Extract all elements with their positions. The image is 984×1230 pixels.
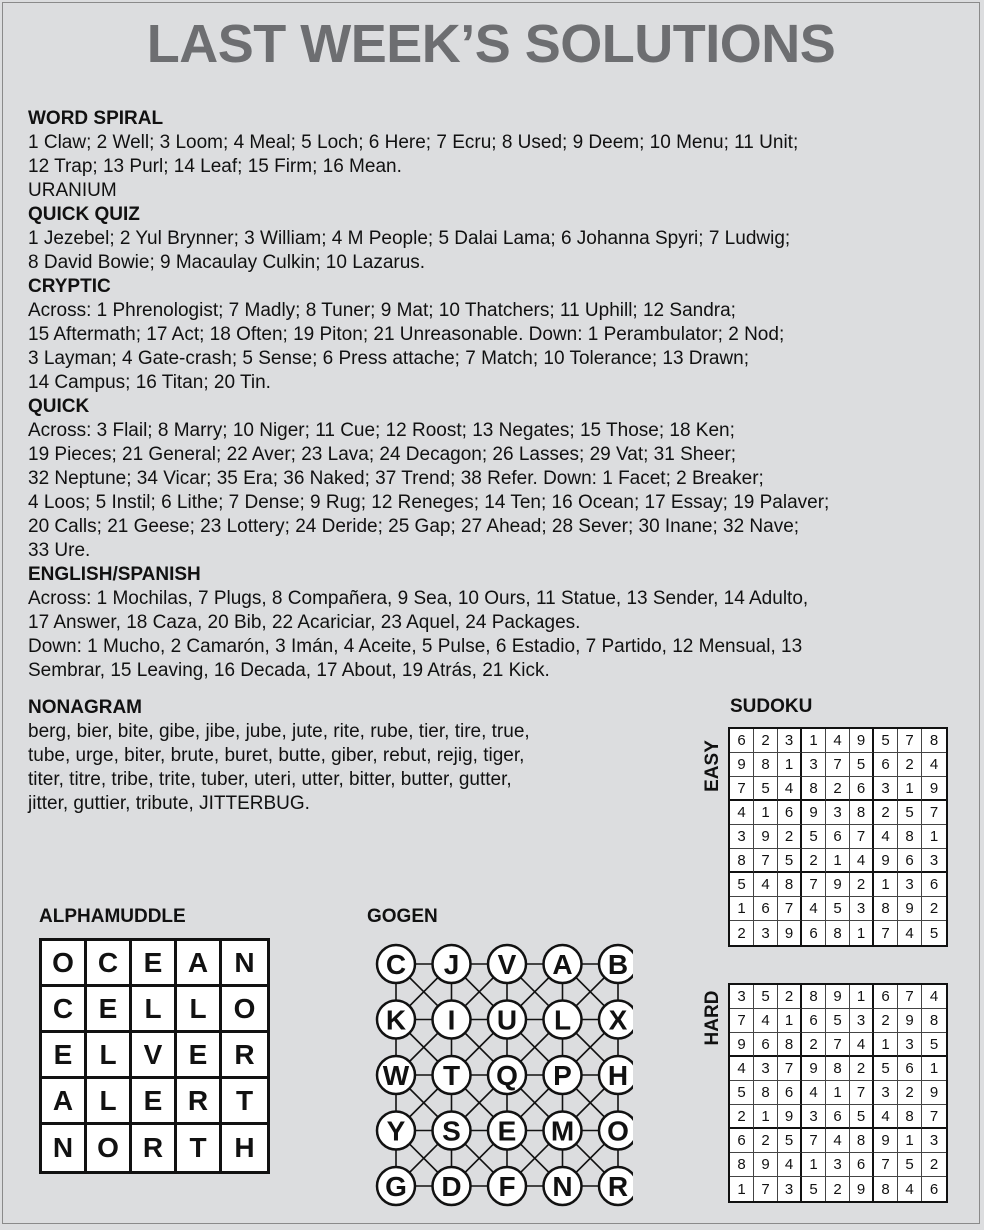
sudoku-cell: 7 <box>730 1009 754 1033</box>
sudoku-cell: 4 <box>850 849 874 873</box>
sudoku-cell: 4 <box>922 985 946 1009</box>
sudoku-cell: 9 <box>826 985 850 1009</box>
page-title: LAST WEEK’S SOLUTIONS <box>146 14 836 74</box>
gogen-letter: D <box>441 1171 462 1202</box>
gogen-letter: K <box>385 1004 407 1036</box>
alphamuddle-cell: E <box>87 987 132 1033</box>
alphamuddle-cell: A <box>42 1079 87 1125</box>
sudoku-cell: 2 <box>778 825 802 849</box>
sudoku-cell: 8 <box>802 777 826 801</box>
sudoku-cell: 7 <box>898 985 922 1009</box>
alphamuddle-cell: C <box>42 987 87 1033</box>
nonagram-line: titer, titre, tribe, trite, tuber, uteri, utter, bitter, butter, gutter, <box>28 769 512 790</box>
sudoku-cell: 1 <box>754 801 778 825</box>
alphamuddle-cell: H <box>234 1132 255 1163</box>
sudoku-cell: 3 <box>778 1177 802 1201</box>
sudoku-cell: 7 <box>802 1129 826 1153</box>
gogen-letter: B <box>607 949 629 980</box>
section-line: 4 Loos; 5 Instil; 6 Lithe; 7 Dense; 9 Rug; 12 Reneges; 14 Ten; 16 Ocean; 17 Essay; 19 Palaver; <box>28 492 830 513</box>
gogen-letter: E <box>497 1115 517 1147</box>
sudoku-cell: 4 <box>898 1177 922 1201</box>
alphamuddle-cell: E <box>42 1033 87 1079</box>
sudoku-cell: 5 <box>874 729 898 753</box>
sudoku-cell: 7 <box>922 801 946 825</box>
sudoku-cell: 3 <box>730 985 754 1009</box>
sudoku-cell: 1 <box>802 729 826 753</box>
sudoku-cell: 5 <box>826 897 850 921</box>
nonagram-section <box>28 696 668 816</box>
sudoku-cell: 4 <box>874 1105 898 1129</box>
sudoku-cell: 8 <box>730 849 754 873</box>
sudoku-cell: 2 <box>754 729 778 753</box>
alphamuddle-cell: E <box>132 1079 177 1125</box>
sudoku-cell: 6 <box>898 849 922 873</box>
section-heading: QUICK QUIZ <box>28 204 140 225</box>
sudoku-cell: 8 <box>898 1105 922 1129</box>
sudoku-cell: 1 <box>874 1033 898 1057</box>
sudoku-cell: 3 <box>874 777 898 801</box>
section-line: 1 Claw; 2 Well; 3 Loom; 4 Meal; 5 Loch; 6 Here; 7 Ecru; 8 Used; 9 Deem; 10 Menu; 11 Unit; <box>28 132 799 153</box>
sudoku-cell: 4 <box>922 753 946 777</box>
sudoku-cell: 8 <box>778 873 802 897</box>
section-line: 8 David Bowie; 9 Macaulay Culkin; 10 Lazarus. <box>28 252 426 273</box>
sudoku-cell: 9 <box>778 1105 802 1129</box>
sudoku-cell: 6 <box>850 777 874 801</box>
section-heading: ENGLISH/SPANISH <box>28 564 201 585</box>
sudoku-heading: SUDOKU <box>730 696 813 717</box>
sudoku-cell: 1 <box>922 1057 946 1081</box>
gogen-letter: I <box>447 1004 456 1036</box>
sudoku-cell: 2 <box>874 801 898 825</box>
sudoku-cell: 8 <box>826 921 850 945</box>
section-line: 12 Trap; 13 Purl; 14 Leaf; 15 Firm; 16 Mean. <box>28 156 402 177</box>
sudoku-cell: 1 <box>850 921 874 945</box>
solutions-text <box>28 107 968 683</box>
section-line: 32 Neptune; 34 Vicar; 35 Era; 36 Naked; 37 Trend; 38 Refer. Down: 1 Facet; 2 Breaker; <box>28 468 764 489</box>
sudoku-cell: 7 <box>778 1057 802 1081</box>
sudoku-cell: 3 <box>850 897 874 921</box>
sudoku-cell: 5 <box>754 777 778 801</box>
alphamuddle-cell: R <box>132 1125 177 1171</box>
sudoku-cell: 4 <box>778 777 802 801</box>
sudoku-cell: 2 <box>778 985 802 1009</box>
gogen-letter: L <box>553 1004 572 1036</box>
section-line: 1 Jezebel; 2 Yul Brynner; 3 William; 4 M People; 5 Dalai Lama; 6 Johanna Spyri; 7 Ludwig; <box>28 228 791 249</box>
gogen-letter: A <box>552 949 573 980</box>
sudoku-cell: 2 <box>898 753 922 777</box>
sudoku-cell: 5 <box>778 1129 802 1153</box>
sudoku-cell: 7 <box>898 729 922 753</box>
sudoku-cell: 2 <box>850 873 874 897</box>
sudoku-cell: 5 <box>874 1057 898 1081</box>
alphamuddle-cell: L <box>87 1079 132 1125</box>
sudoku-cell: 1 <box>898 1129 922 1153</box>
sudoku-cell: 7 <box>826 753 850 777</box>
sudoku-cell: 4 <box>802 1081 826 1105</box>
sudoku-cell: 4 <box>826 1129 850 1153</box>
sudoku-cell: 2 <box>730 921 754 945</box>
sudoku-cell: 5 <box>802 1177 826 1201</box>
alphamuddle-cell: T <box>177 1125 222 1171</box>
sudoku-cell: 3 <box>826 1153 850 1177</box>
section-heading: CRYPTIC <box>28 276 111 297</box>
sudoku-cell: 4 <box>730 801 754 825</box>
sudoku-cell: 5 <box>730 1081 754 1105</box>
sudoku-cell: 3 <box>922 849 946 873</box>
sudoku-cell: 6 <box>778 1081 802 1105</box>
sudoku-cell: 3 <box>802 1105 826 1129</box>
sudoku-cell: 1 <box>850 985 874 1009</box>
sudoku-cell: 7 <box>850 825 874 849</box>
sudoku-cell: 5 <box>898 801 922 825</box>
sudoku-cell: 4 <box>778 1153 802 1177</box>
sudoku-cell: 6 <box>802 1009 826 1033</box>
alphamuddle-cell: N <box>222 941 267 987</box>
sudoku-cell: 6 <box>730 729 754 753</box>
sudoku-cell: 8 <box>874 1177 898 1201</box>
gogen-letter: T <box>442 1060 461 1091</box>
sudoku-cell: 9 <box>802 1057 826 1081</box>
gogen-letter: M <box>550 1115 575 1147</box>
sudoku-cell: 3 <box>898 1033 922 1057</box>
alphamuddle-cell: V <box>132 1033 177 1079</box>
section-heading: QUICK <box>28 396 90 417</box>
sudoku-cell: 3 <box>802 753 826 777</box>
sudoku-cell: 5 <box>730 873 754 897</box>
section-line: 20 Calls; 21 Geese; 23 Lottery; 24 Deride; 25 Gap; 27 Ahead; 28 Sever; 30 Inane; 32 Nave; <box>28 516 800 537</box>
sudoku-cell: 1 <box>730 897 754 921</box>
sudoku-cell: 5 <box>850 753 874 777</box>
sudoku-cell: 3 <box>826 801 850 825</box>
alphamuddle-cell: L <box>132 987 177 1033</box>
sudoku-cell: 1 <box>802 1153 826 1177</box>
sudoku-hard-label: HARD <box>702 990 723 1046</box>
sudoku-cell: 6 <box>826 825 850 849</box>
sudoku-cell: 3 <box>874 1081 898 1105</box>
sudoku-cell: 8 <box>802 985 826 1009</box>
sudoku-cell: 2 <box>922 1153 946 1177</box>
sudoku-cell: 1 <box>874 873 898 897</box>
sudoku-cell: 2 <box>922 897 946 921</box>
sudoku-cell: 2 <box>802 1033 826 1057</box>
sudoku-cell: 6 <box>802 921 826 945</box>
nonagram-line: jitter, guttier, tribute, JITTERBUG. <box>28 793 310 814</box>
gogen-letter: J <box>443 949 460 980</box>
alphamuddle-cell: R <box>222 1033 267 1079</box>
alphamuddle-grid <box>39 938 270 1174</box>
sudoku-cell: 1 <box>754 1105 778 1129</box>
sudoku-cell: 6 <box>898 1057 922 1081</box>
sudoku-cell: 9 <box>850 729 874 753</box>
sudoku-cell: 9 <box>874 1129 898 1153</box>
gogen-letter: P <box>553 1060 572 1091</box>
sudoku-cell: 2 <box>754 1129 778 1153</box>
sudoku-cell: 9 <box>730 753 754 777</box>
gogen-letter: V <box>497 949 517 980</box>
alphamuddle-cell: O <box>42 941 87 987</box>
sudoku-cell: 1 <box>898 777 922 801</box>
gogen-letter: G <box>385 1171 407 1202</box>
sudoku-cell: 6 <box>922 873 946 897</box>
alphamuddle-cell: O <box>222 987 267 1033</box>
sudoku-cell: 9 <box>730 1033 754 1057</box>
sudoku-cell: 6 <box>874 753 898 777</box>
gogen-letter: R <box>607 1171 629 1202</box>
sudoku-cell: 6 <box>730 1129 754 1153</box>
nonagram-heading: NONAGRAM <box>28 697 142 718</box>
sudoku-cell: 8 <box>850 801 874 825</box>
section-line: 17 Answer, 18 Caza, 20 Bib, 22 Acariciar, 23 Aquel, 24 Packages. <box>28 612 581 633</box>
sudoku-cell: 3 <box>922 1129 946 1153</box>
sudoku-cell: 8 <box>826 1057 850 1081</box>
alphamuddle-cell: N <box>42 1125 87 1171</box>
section-line: 19 Pieces; 21 General; 22 Aver; 23 Lava; 24 Decagon; 26 Lasses; 29 Vat; 31 Sheer; <box>28 444 737 465</box>
sudoku-cell: 4 <box>754 1009 778 1033</box>
section-line: 3 Layman; 4 Gate-crash; 5 Sense; 6 Press attache; 7 Match; 10 Tolerance; 13 Drawn; <box>28 348 749 369</box>
gogen-letter: N <box>552 1171 573 1202</box>
sudoku-cell: 9 <box>898 897 922 921</box>
sudoku-cell: 6 <box>850 1153 874 1177</box>
sudoku-cell: 2 <box>730 1105 754 1129</box>
sudoku-cell: 8 <box>730 1153 754 1177</box>
sudoku-cell: 8 <box>874 897 898 921</box>
sudoku-cell: 5 <box>929 924 939 942</box>
sudoku-cell: 4 <box>826 729 850 753</box>
sudoku-cell: 6 <box>754 1033 778 1057</box>
sudoku-cell: 3 <box>754 1057 778 1081</box>
gogen-letter: Q <box>496 1060 518 1091</box>
gogen-letter: S <box>442 1115 461 1147</box>
sudoku-cell: 4 <box>898 921 922 945</box>
section-heading: WORD SPIRAL <box>28 108 164 129</box>
gogen-letter: U <box>496 1004 518 1036</box>
gogen-letter: X <box>608 1004 628 1036</box>
sudoku-cell: 2 <box>850 1057 874 1081</box>
section-line: Sembrar, 15 Leaving, 16 Decada, 17 About, 19 Atrás, 21 Kick. <box>28 660 550 681</box>
gogen-letter: Y <box>386 1115 406 1147</box>
sudoku-cell: 5 <box>826 1009 850 1033</box>
sudoku-cell: 8 <box>778 1033 802 1057</box>
sudoku-cell: 7 <box>826 1033 850 1057</box>
sudoku-cell: 6 <box>874 985 898 1009</box>
sudoku-cell: 1 <box>826 1081 850 1105</box>
gogen-heading: GOGEN <box>367 906 438 927</box>
sudoku-cell: 4 <box>802 897 826 921</box>
sudoku-cell: 4 <box>874 825 898 849</box>
alphamuddle-cell: O <box>87 1125 132 1171</box>
solutions-page <box>2 2 980 1224</box>
sudoku-cell: 6 <box>754 897 778 921</box>
sudoku-cell: 8 <box>922 1009 946 1033</box>
section-line: 33 Ure. <box>28 540 91 561</box>
sudoku-cell: 5 <box>802 825 826 849</box>
gogen-letter: W <box>382 1060 410 1091</box>
sudoku-cell: 7 <box>874 1153 898 1177</box>
sudoku-cell: 5 <box>778 849 802 873</box>
nonagram-line: tube, urge, biter, brute, buret, butte, giber, rebut, rejig, tiger, <box>28 745 525 766</box>
section-line: Across: 1 Phrenologist; 7 Madly; 8 Tuner; 9 Mat; 10 Thatchers; 11 Uphill; 12 Sandra; <box>28 300 736 321</box>
section-line: 15 Aftermath; 17 Act; 18 Often; 19 Piton; 21 Unreasonable. Down: 1 Perambulator; 2 Nod; <box>28 324 785 345</box>
sudoku-cell: 7 <box>874 921 898 945</box>
sudoku-easy-grid <box>728 727 948 947</box>
section-line: URANIUM <box>28 180 117 201</box>
alphamuddle-heading: ALPHAMUDDLE <box>39 906 186 927</box>
sudoku-cell: 9 <box>778 921 802 945</box>
section-line: Across: 1 Mochilas, 7 Plugs, 8 Compañera, 9 Sea, 10 Ours, 11 Statue, 13 Sender, 14 Adulto, <box>28 588 809 609</box>
sudoku-cell: 8 <box>754 1081 778 1105</box>
sudoku-cell: 8 <box>850 1129 874 1153</box>
sudoku-cell: 9 <box>754 825 778 849</box>
sudoku-cell: 7 <box>802 873 826 897</box>
section-line: Down: 1 Mucho, 2 Camarón, 3 Imán, 4 Aceite, 5 Pulse, 6 Estadio, 7 Partido, 12 Mensual, 13 <box>28 636 803 657</box>
sudoku-cell: 6 <box>929 1180 939 1198</box>
sudoku-easy-label: EASY <box>702 740 723 792</box>
sudoku-cell: 1 <box>778 1009 802 1033</box>
sudoku-cell: 5 <box>850 1105 874 1129</box>
sudoku-cell: 1 <box>922 825 946 849</box>
alphamuddle-cell: C <box>87 941 132 987</box>
sudoku-cell: 2 <box>802 849 826 873</box>
sudoku-cell: 9 <box>754 1153 778 1177</box>
sudoku-cell: 7 <box>922 1105 946 1129</box>
alphamuddle-cell: A <box>177 941 222 987</box>
alphamuddle-cell: T <box>222 1079 267 1125</box>
sudoku-cell: 9 <box>802 801 826 825</box>
sudoku-cell: 1 <box>730 1177 754 1201</box>
alphamuddle-cell: R <box>177 1079 222 1125</box>
alphamuddle-cell: L <box>177 987 222 1033</box>
nonagram-line: berg, bier, bite, gibe, jibe, jube, jute, rite, rube, tier, tire, true, <box>28 721 530 742</box>
section-line: 14 Campus; 16 Titan; 20 Tin. <box>28 372 271 393</box>
sudoku-cell: 3 <box>850 1009 874 1033</box>
sudoku-cell: 4 <box>754 873 778 897</box>
sudoku-cell: 7 <box>754 1177 778 1201</box>
sudoku-cell: 2 <box>898 1081 922 1105</box>
sudoku-cell: 9 <box>826 873 850 897</box>
sudoku-cell: 9 <box>922 1081 946 1105</box>
sudoku-cell: 3 <box>778 729 802 753</box>
sudoku-cell: 7 <box>754 849 778 873</box>
alphamuddle-cell: E <box>177 1033 222 1079</box>
sudoku-cell: 7 <box>778 897 802 921</box>
sudoku-cell: 2 <box>826 777 850 801</box>
sudoku-cell: 6 <box>826 1105 850 1129</box>
sudoku-hard-grid <box>728 983 948 1203</box>
sudoku-cell: 5 <box>754 985 778 1009</box>
gogen-letter: H <box>607 1060 629 1091</box>
sudoku-cell: 3 <box>754 921 778 945</box>
sudoku-cell: 8 <box>922 729 946 753</box>
sudoku-cell: 7 <box>730 777 754 801</box>
alphamuddle-cell: E <box>132 941 177 987</box>
gogen-grid <box>365 933 633 1223</box>
gogen-letter: F <box>498 1171 516 1202</box>
section-line: Across: 3 Flail; 8 Marry; 10 Niger; 11 Cue; 12 Roost; 13 Negates; 15 Those; 18 Ken; <box>28 420 735 441</box>
sudoku-cell: 5 <box>922 1033 946 1057</box>
sudoku-cell: 9 <box>850 1177 874 1201</box>
sudoku-cell: 9 <box>922 777 946 801</box>
sudoku-cell: 4 <box>850 1033 874 1057</box>
sudoku-cell: 7 <box>850 1081 874 1105</box>
sudoku-cell: 5 <box>898 1153 922 1177</box>
sudoku-cell: 8 <box>898 825 922 849</box>
sudoku-cell: 2 <box>874 1009 898 1033</box>
sudoku-cell: 6 <box>778 801 802 825</box>
sudoku-cell: 9 <box>898 1009 922 1033</box>
sudoku-cell: 1 <box>778 753 802 777</box>
gogen-letter: O <box>607 1115 629 1147</box>
gogen-letter: C <box>385 949 407 980</box>
sudoku-cell: 3 <box>898 873 922 897</box>
sudoku-cell: 3 <box>730 825 754 849</box>
sudoku-cell: 8 <box>754 753 778 777</box>
sudoku-cell: 9 <box>874 849 898 873</box>
alphamuddle-cell: L <box>87 1033 132 1079</box>
sudoku-cell: 1 <box>826 849 850 873</box>
sudoku-cell: 2 <box>826 1177 850 1201</box>
sudoku-cell: 4 <box>730 1057 754 1081</box>
